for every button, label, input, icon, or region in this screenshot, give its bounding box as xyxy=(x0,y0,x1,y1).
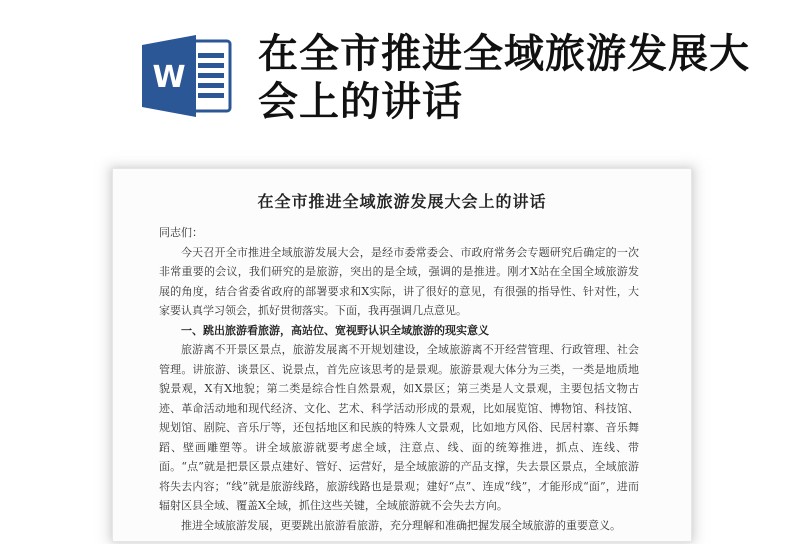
paragraph-intro: 今天召开全市推进全域旅游发展大会，是经市委常委会、市政府常务会专题研究后确定的一次非常重要的会议，我们研究的是旅游，突出的是全域，强调的是推进。刚才X站在全国全域旅游发展的角度，结合省委省政府的部署要求和X实际，讲了很好的意见，有很强的指导性、针对性，大家要认真学习领会，抓好贯彻落实。下面，我再强调几点意见。 xyxy=(159,245,639,317)
document-title: 在全市推进全域旅游发展大会上的讲话 xyxy=(257,192,547,211)
section-heading: 一、跳出旅游看旅游，高站位、宽视野认识全域旅游的现实意义 xyxy=(181,323,489,337)
paragraph-closing: 推进全域旅游发展，更要跳出旅游看旅游，充分理解和准确把握发展全域旅游的重要意义。 xyxy=(181,518,621,532)
word-icon-letter: W xyxy=(152,60,186,95)
document-page xyxy=(112,168,692,542)
paragraph-body: 旅游离不开景区景点，旅游发展离不开规划建设，全域旅游离不开经营管理、行政管理、社会管理。讲旅游、谈景区、说景点，首先应该思考的是景观。旅游景观大体分为三类，一类是地质地貌景观，X有X地貌；第二类是综合性自然景观，如X景区；第三类是人文景观，主要包括文物古迹、革命活动地和现代经济、文化、艺术、科学活动形成的景观，比如展览馆、博物馆、科技馆、规划馆、剧院、音乐厅等，还包括地区和民族的特殊人文景观，比如地方风俗、民居村寨、音乐舞蹈、壁画雕塑等。讲全域旅游就要考虑全域，注意点、线、面的统筹推进，抓点、连线、带面。“点”就是把景区景点建好、管好、运营好，是全域旅游的产品支撑，失去景区景点，全域旅游将失去内容；“线”就是旅游线路，旅游线路也是景观；建好“点”、连成“线”，才能形成“面”，进而辐射区县全域、覆盖X全域，抓住这些关键，全域旅游就不会失去方向。 xyxy=(159,343,639,512)
page-title: 在全市推进全域旅游发展大会上的讲话 xyxy=(258,31,750,125)
word-document-icon xyxy=(140,33,234,119)
document-body xyxy=(159,223,639,535)
salutation: 同志们： xyxy=(159,226,203,239)
header-banner xyxy=(0,0,800,160)
